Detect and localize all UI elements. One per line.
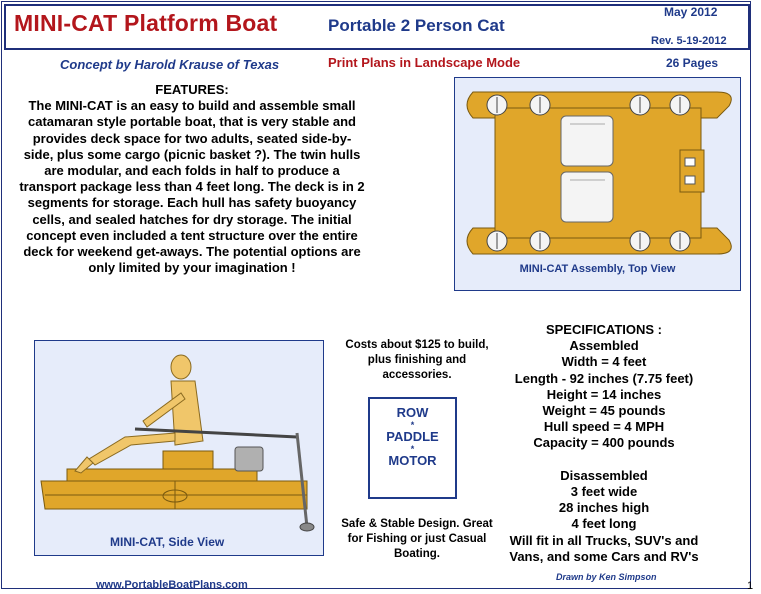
spec-capacity: Capacity = 400 pounds — [533, 435, 675, 451]
top-view-illustration — [454, 77, 741, 291]
specifications-section — [497, 322, 711, 565]
propulsion-separator: * — [410, 420, 415, 430]
propulsion-box — [368, 397, 457, 499]
specs-heading: SPECIFICATIONS : — [545, 322, 663, 337]
side-view-drawing — [35, 341, 325, 557]
page-title: MINI-CAT Platform Boat — [14, 10, 278, 36]
print-note: Print Plans in Landscape Mode — [328, 55, 521, 70]
propulsion-row: ROW — [396, 405, 429, 420]
spec-fit-2: Vans, and some Cars and RV's — [509, 548, 699, 564]
page-number: 1 — [747, 580, 754, 592]
top-view-drawing — [455, 78, 742, 292]
propulsion-motor: MOTOR — [388, 453, 437, 468]
revision-label: Rev. 5-19-2012 — [651, 35, 727, 47]
page-count: 26 Pages — [666, 56, 719, 70]
spec-hull-speed: Hull speed = 4 MPH — [543, 419, 665, 435]
website-link[interactable]: www.PortableBoatPlans.com — [96, 579, 248, 591]
spec-height: Height = 14 inches — [546, 386, 662, 402]
spec-spacer — [497, 452, 711, 468]
date-label: May 2012 — [664, 5, 718, 19]
features-heading: FEATURES: — [155, 82, 229, 97]
page-subtitle: Portable 2 Person Cat — [328, 16, 505, 35]
spec-fit-1: Will fit in all Trucks, SUV's and — [509, 532, 699, 548]
spec-width: Width = 4 feet — [561, 354, 647, 370]
propulsion-separator: * — [410, 444, 415, 454]
spec-dis-length: 4 feet long — [571, 516, 637, 532]
concept-credit: Concept by Harold Krause of Texas — [60, 57, 280, 72]
cost-note: Costs about $125 to build, plus finishing and accessories. — [345, 339, 489, 381]
side-view-illustration — [34, 340, 324, 556]
features-section — [18, 82, 366, 276]
spec-weight: Weight = 45 pounds — [542, 403, 666, 419]
drawn-by-credit: Drawn by Ken Simpson — [556, 572, 657, 582]
assembled-heading: Assembled — [569, 338, 639, 354]
spec-length: Length - 92 inches (7.75 feet) — [514, 370, 694, 386]
spec-dis-height: 28 inches high — [558, 500, 650, 516]
propulsion-paddle: PADDLE — [386, 429, 439, 444]
top-view-caption: MINI-CAT Assembly, Top View — [519, 263, 676, 275]
features-text: The MINI-CAT is an easy to build and assemble small catamaran style portable boat, that is very stable and provides deck space for two adults, seated side-by-side, plus some cargo (picnic basket ?). The twin hulls are modular, and each folds in half to produce a transport package less than 4 feet long. The deck is in 2 segments for storage. Each hull has safety buoyancy cells, and sealed hatches for dry storage. The initial concept even included a tent structure over the entire deck for weekend get-aways. The potential options are only limited by your imagination ! — [19, 98, 365, 276]
safety-note: Safe & Stable Design. Great for Fishing or just Casual Boating. — [341, 518, 493, 560]
side-view-caption: MINI-CAT, Side View — [110, 535, 225, 549]
disassembled-heading: Disassembled — [560, 467, 648, 483]
spec-dis-width: 3 feet wide — [570, 484, 638, 500]
